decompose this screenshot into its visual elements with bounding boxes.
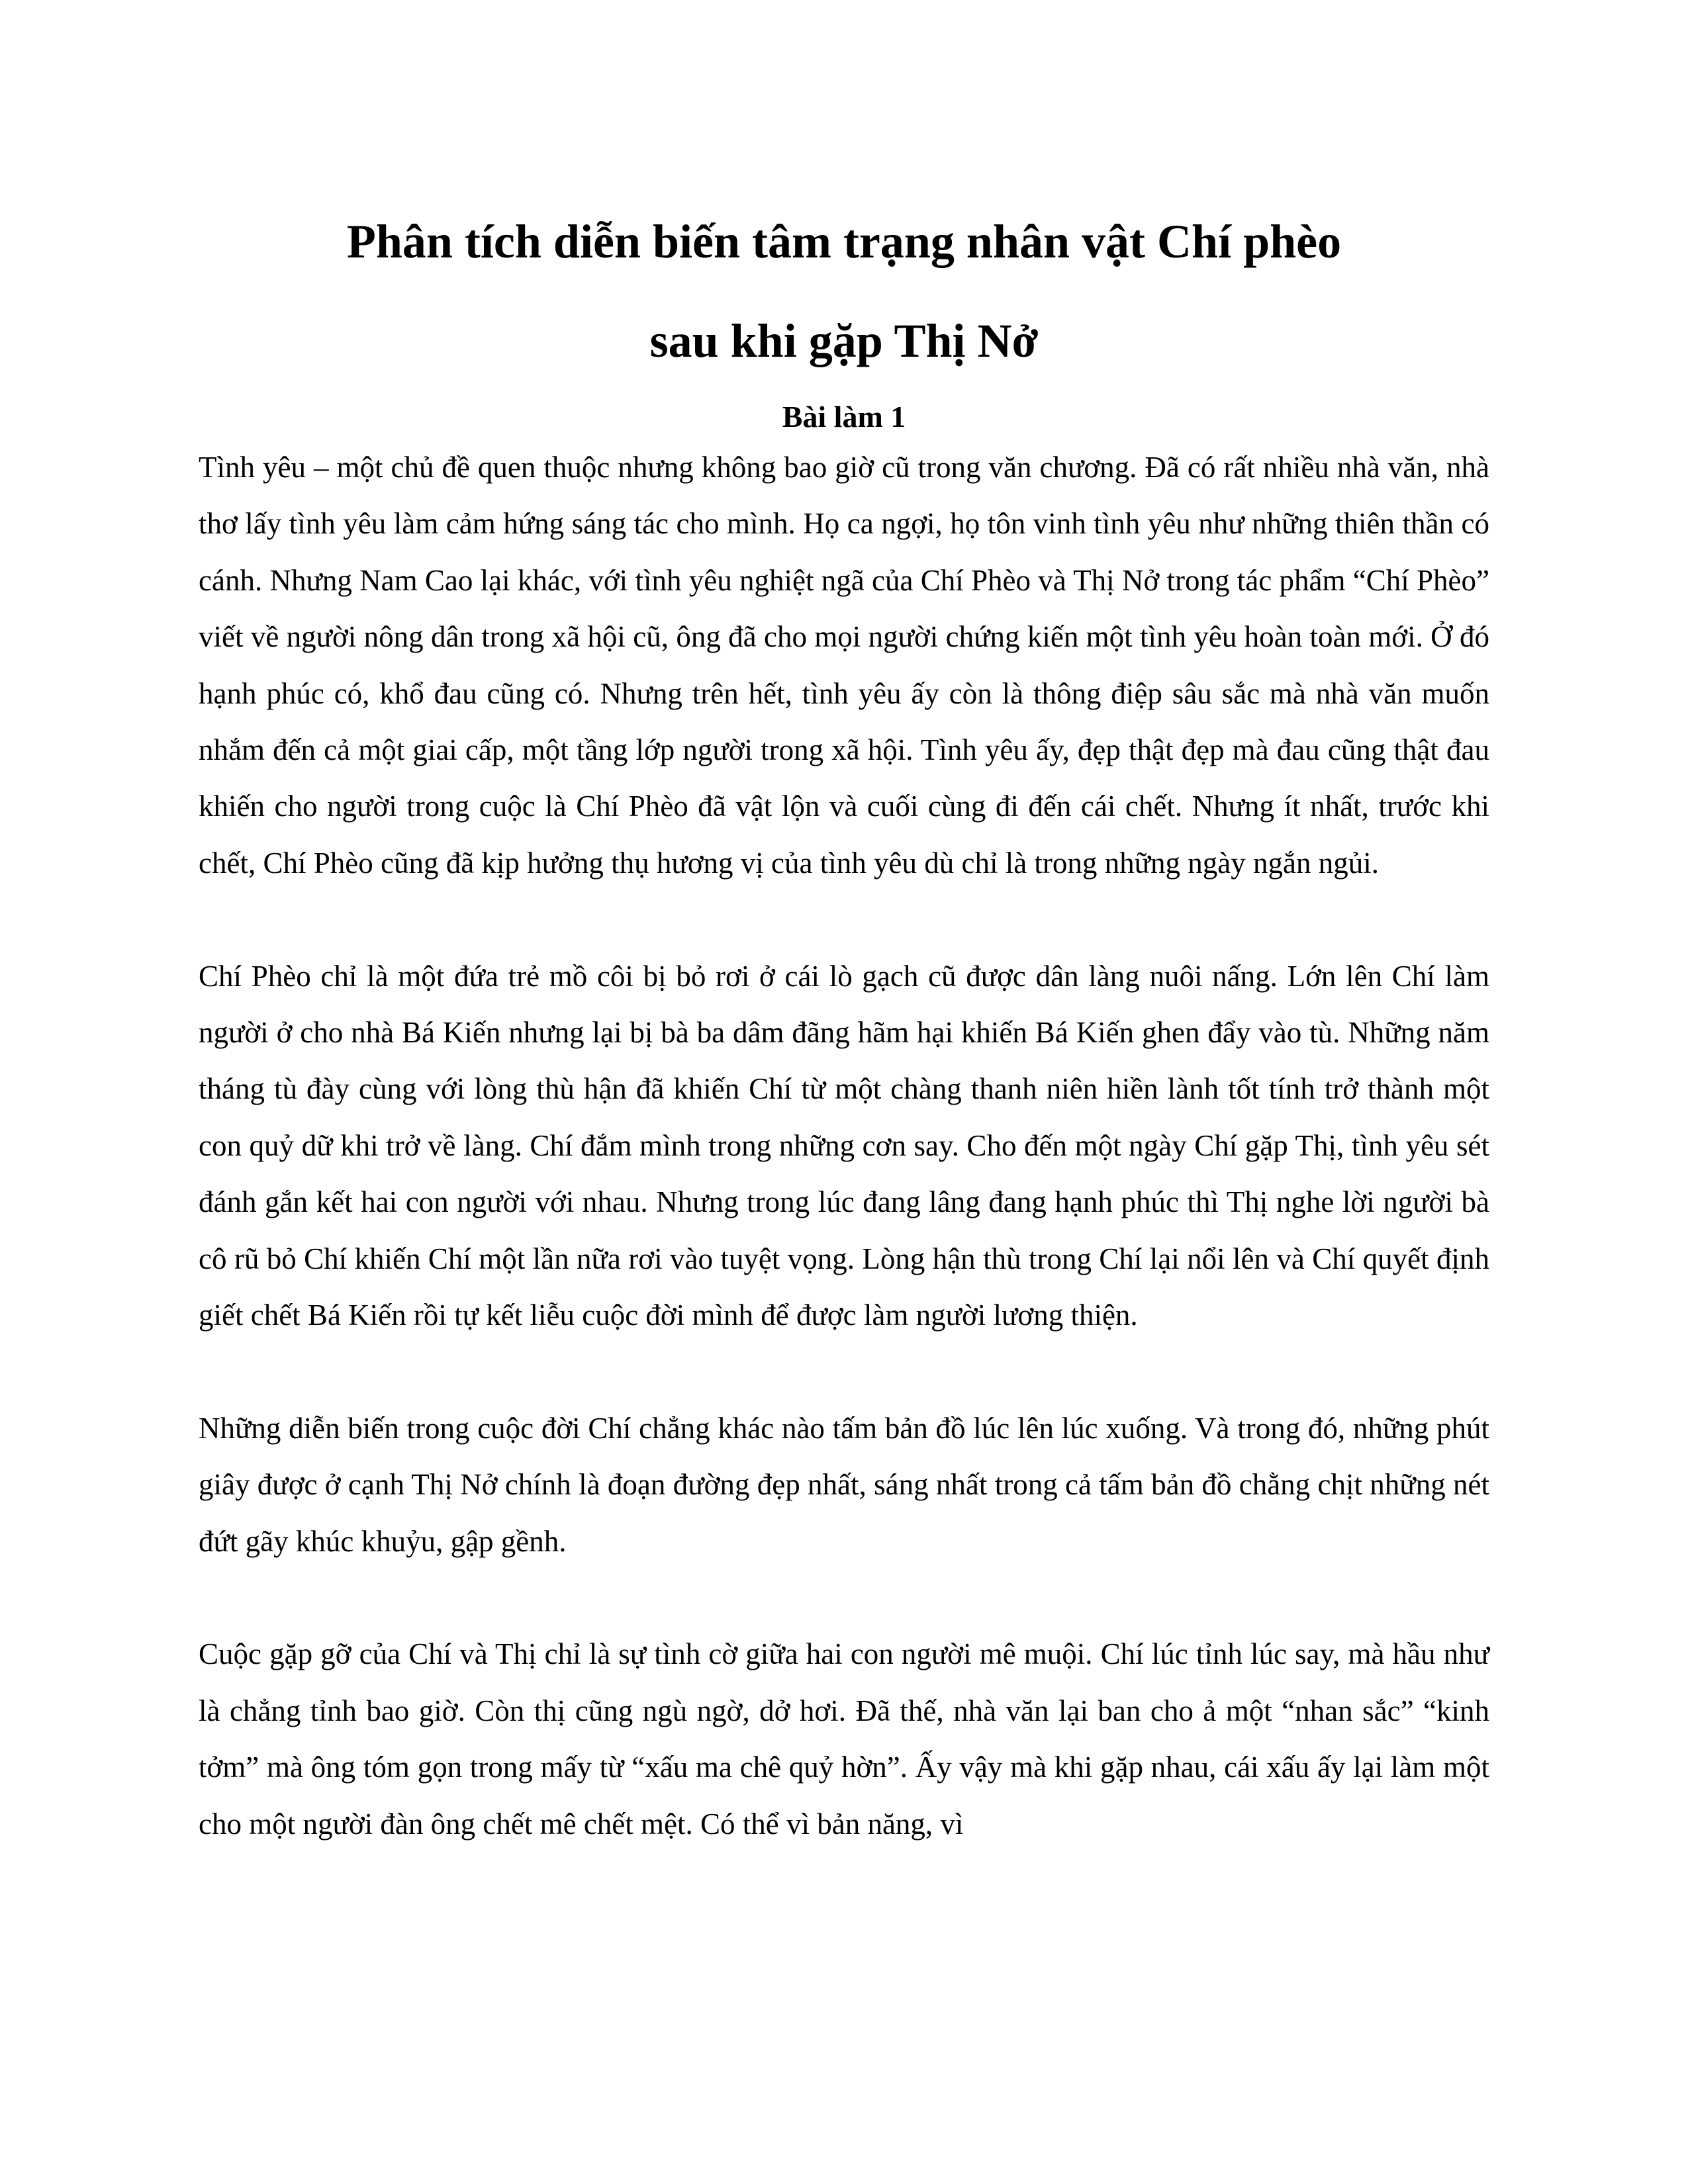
paragraph-2: Chí Phèo chỉ là một đứa trẻ mồ côi bị bỏ rơi ở cái lò gạch cũ được dân làng nuôi nấng. Lớn lên Chí làm người ở cho nhà Bá Kiến nhưng lại bị bà ba dâm đãng hãm hại khiến Bá Kiến ghen đẩy vào tù. Những năm tháng tù đày cùng với lòng thù hận đã khiến Chí từ một chàng thanh niên hiền lành tốt tính trở thành một con quỷ dữ khi trở về làng. Chí đắm mình trong những cơn say. Cho đến một ngày Chí gặp Thị, tình yêu sét đánh gắn kết hai con người với nhau. Nhưng trong lúc đang lâng đang hạnh phúc thì Thị nghe lời người bà cô rũ bỏ Chí khiến Chí một lần nữa rơi vào tuyệt vọng. Lòng hận thù trong Chí lại nổi lên và Chí quyết định giết chết Bá Kiến rồi tự kết liễu cuộc đời mình để được làm người lương thiện. [199, 959, 1489, 1332]
paragraph-3: Những diễn biến trong cuộc đời Chí chẳng khác nào tấm bản đồ lúc lên lúc xuống. Và trong đó, những phút giây được ở cạnh Thị Nở chính là đoạn đường đẹp nhất, sáng nhất trong cả tấm bản đồ chằng chịt những nét đứt gãy khúc khuỷu, gập gềnh. [199, 1411, 1489, 1558]
document-page [199, 192, 1489, 1852]
document-title [199, 192, 1489, 390]
title-line-1: Phân tích diễn biến tâm trạng nhân vật Chí phèo [346, 215, 1342, 268]
title-line-2: sau khi gặp Thị Nở [649, 314, 1039, 367]
paragraph-1: Tình yêu – một chủ đề quen thuộc nhưng không bao giờ cũ trong văn chương. Đã có rất nhiều nhà văn, nhà thơ lấy tình yêu làm cảm hứng sáng tác cho mình. Họ ca ngợi, họ tôn vinh tình yêu như những thiên thần có cánh. Nhưng Nam Cao lại khác, với tình yêu nghiệt ngã của Chí Phèo và Thị Nở trong tác phẩm “Chí Phèo” viết về người nông dân trong xã hội cũ, ông đã cho mọi người chứng kiến một tình yêu hoàn toàn mới. Ở đó hạnh phúc có, khổ đau cũng có. Nhưng trên hết, tình yêu ấy còn là thông điệp sâu sắc mà nhà văn muốn nhắm đến cả một giai cấp, một tầng lớp người trong xã hội. Tình yêu ấy, đẹp thật đẹp mà đau cũng thật đau khiến cho người trong cuộc là Chí Phèo đã vật lộn và cuối cùng đi đến cái chết. Nhưng ít nhất, trước khi chết, Chí Phèo cũng đã kịp hưởng thụ hương vị của tình yêu dù chỉ là trong những ngày ngắn ngủi. [199, 451, 1489, 880]
paragraph-4: Cuộc gặp gỡ của Chí và Thị chỉ là sự tình cờ giữa hai con người mê muội. Chí lúc tỉnh lúc say, mà hầu như là chẳng tỉnh bao giờ. Còn thị cũng ngù ngờ, dở hơi. Đã thế, nhà văn lại ban cho ả một “nhan sắc” “kinh tởm” mà ông tóm gọn trong mấy từ “xấu ma chê quỷ hờn”. Ấy vậy mà khi gặp nhau, cái xấu ấy lại làm một cho một người đàn ông chết mê chết mệt. Có thể vì bản năng, vì [199, 1637, 1489, 1841]
essay-subtitle: Bài làm 1 [782, 400, 906, 433]
